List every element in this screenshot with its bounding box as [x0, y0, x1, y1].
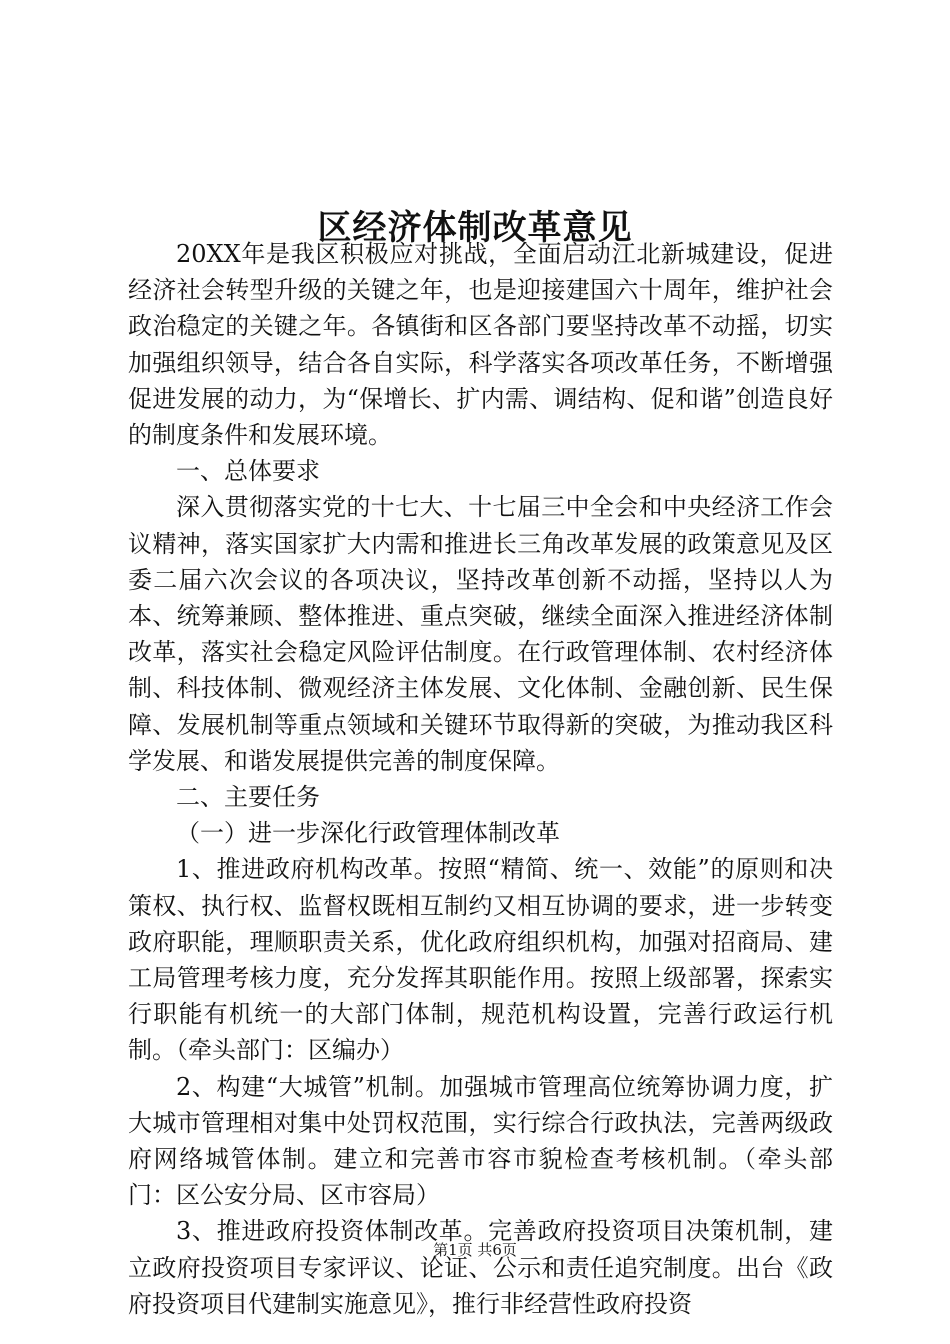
paragraph-general-requirements: 深入贯彻落实党的十七大、十七届三中全会和中央经济工作会议精神，落实国家扩大内需和推进长三角改革发展的政策意见及区委二届六次会议的各项决议，坚持改革创新不动摇，坚持以人为本、统筹兼顾、整体推进、重点突破，继续全面深入推进经济体制改革，落实社会稳定风险评估制度。在行政管理体制、农村经济体制、科技体制、微观经济主体发展、文化体制、金融创新、民生保障、发展机制等重点领域和关键环节取得新的突破，为推动我区科学发展、和谐发展提供完善的制度保障。 [128, 493, 833, 775]
paragraph-task-2: 2、构建“大城管”机制。加强城市管理高位统筹协调力度，扩大城市管理相对集中处罚权范围，实行综合行政执法，完善两级政府网络城管体制。建立和完善市容市貌检查考核机制。（牵头部门：区公安分局、区市容局） [128, 1072, 833, 1210]
paragraph-intro: 20XX年是我区积极应对挑战，全面启动江北新城建设，促进经济社会转型升级的关键之年，也是迎接建国六十周年，维护社会政治稳定的关键之年。各镇街和区各部门要坚持改革不动摇，切实加强组织领导，结合各自实际，科学落实各项改革任务，不断增强促进发展的动力，为“保增长、扩内需、调结构、促和谐”创造良好的制度条件和发展环境。 [128, 240, 833, 450]
subsection-heading-admin-reform: （一）进一步深化行政管理体制改革 [176, 819, 560, 848]
section-heading-main-tasks: 二、主要任务 [176, 783, 320, 812]
paragraph-task-1: 1、推进政府机构改革。按照“精简、统一、效能”的原则和决策权、执行权、监督权既相互制约又相互协调的要求，进一步转变政府职能，理顺职责关系，优化政府组织机构，加强对招商局、建工局管理考核力度，充分发挥其职能作用。按照上级部署，探索实行职能有机统一的大部门体制，规范机构设置，完善行政运行机制。（牵头部门：区编办） [128, 855, 833, 1065]
section-heading-general-requirements: 一、总体要求 [176, 457, 320, 486]
document-body [128, 236, 833, 1322]
page-title: 区经济体制改革意见 [317, 207, 633, 248]
page-footer: 第1页 共6页 [433, 1241, 517, 1259]
paragraph-task-3: 3、推进政府投资体制改革。完善政府投资项目决策机制，建立政府投资项目专家评议、论证、公示和责任追究制度。出台《政府投资项目代建制实施意见》，推行非经营性政府投资 [128, 1217, 833, 1318]
